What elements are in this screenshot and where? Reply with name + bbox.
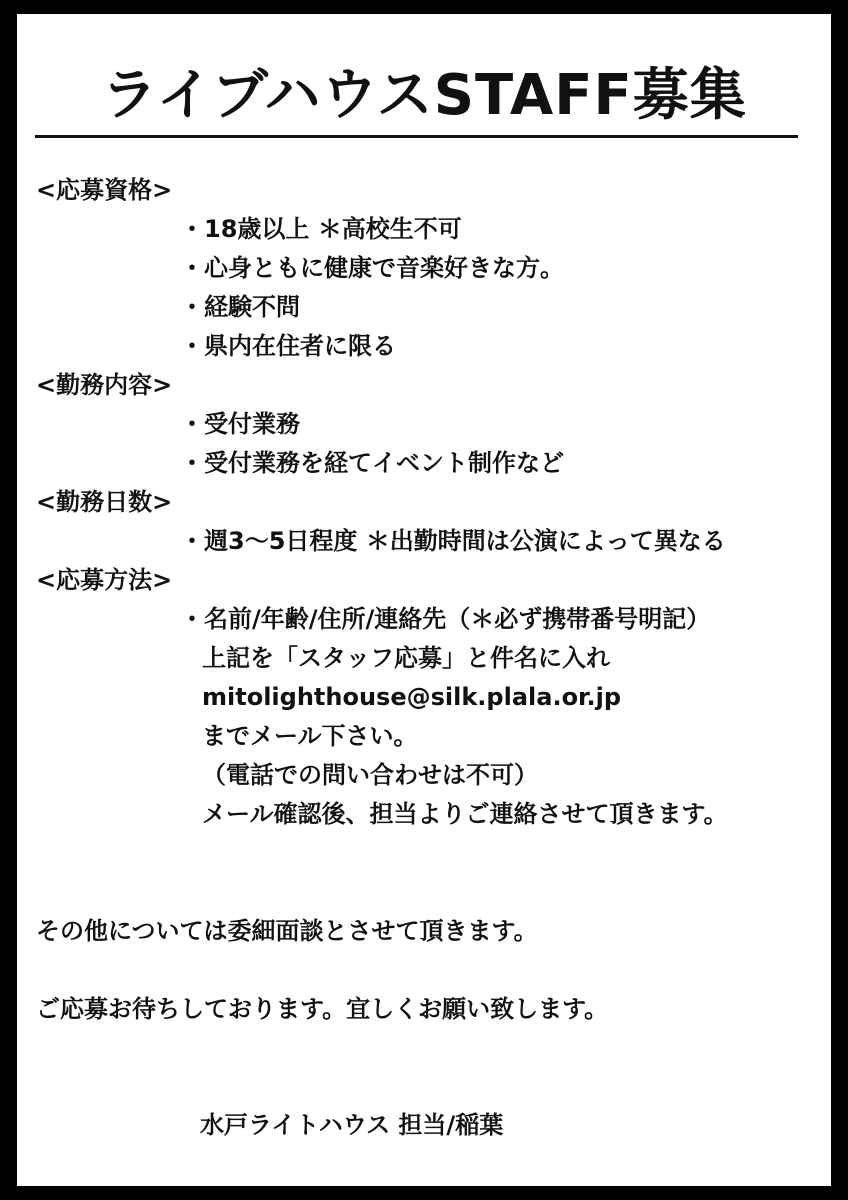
section-heading-application: <応募方法>	[36, 566, 173, 594]
recruitment-poster	[17, 14, 831, 1186]
closing-message: ご応募お待ちしております。宜しくお願い致します。	[36, 995, 609, 1023]
application-instruction: メール確認後、担当よりご連絡させて頂きます。	[202, 800, 728, 828]
section-heading-qualifications: <応募資格>	[36, 176, 173, 204]
interview-note: その他については委細面談とさせて頂きます。	[36, 917, 538, 945]
qualification-item: ・県内在住者に限る	[180, 332, 396, 360]
section-heading-duties: <勤務内容>	[36, 371, 173, 399]
title-underline	[35, 135, 798, 138]
poster-title: ライブハウスSTAFF募集	[101, 63, 747, 128]
application-instruction: 上記を「スタッフ応募」と件名に入れ	[202, 644, 610, 672]
contact-email: mitolighthouse@silk.plala.or.jp	[202, 683, 621, 711]
signature: 水戸ライトハウス 担当/稲葉	[200, 1111, 504, 1139]
work-days-item: ・週3〜5日程度 ＊出勤時間は公演によって異なる	[180, 527, 726, 555]
duty-item: ・受付業務を経てイベント制作など	[180, 449, 564, 477]
section-heading-work-days: <勤務日数>	[36, 488, 173, 516]
application-item: ・名前/年齢/住所/連絡先（＊必ず携帯番号明記）	[180, 605, 711, 633]
qualification-item: ・心身ともに健康で音楽好きな方。	[180, 254, 564, 282]
qualification-item: ・18歳以上 ＊高校生不可	[180, 215, 462, 243]
application-instruction: までメール下さい。	[202, 722, 418, 750]
duty-item: ・受付業務	[180, 410, 300, 438]
qualification-item: ・経験不問	[180, 293, 300, 321]
application-instruction: （電話での問い合わせは不可）	[202, 761, 538, 789]
